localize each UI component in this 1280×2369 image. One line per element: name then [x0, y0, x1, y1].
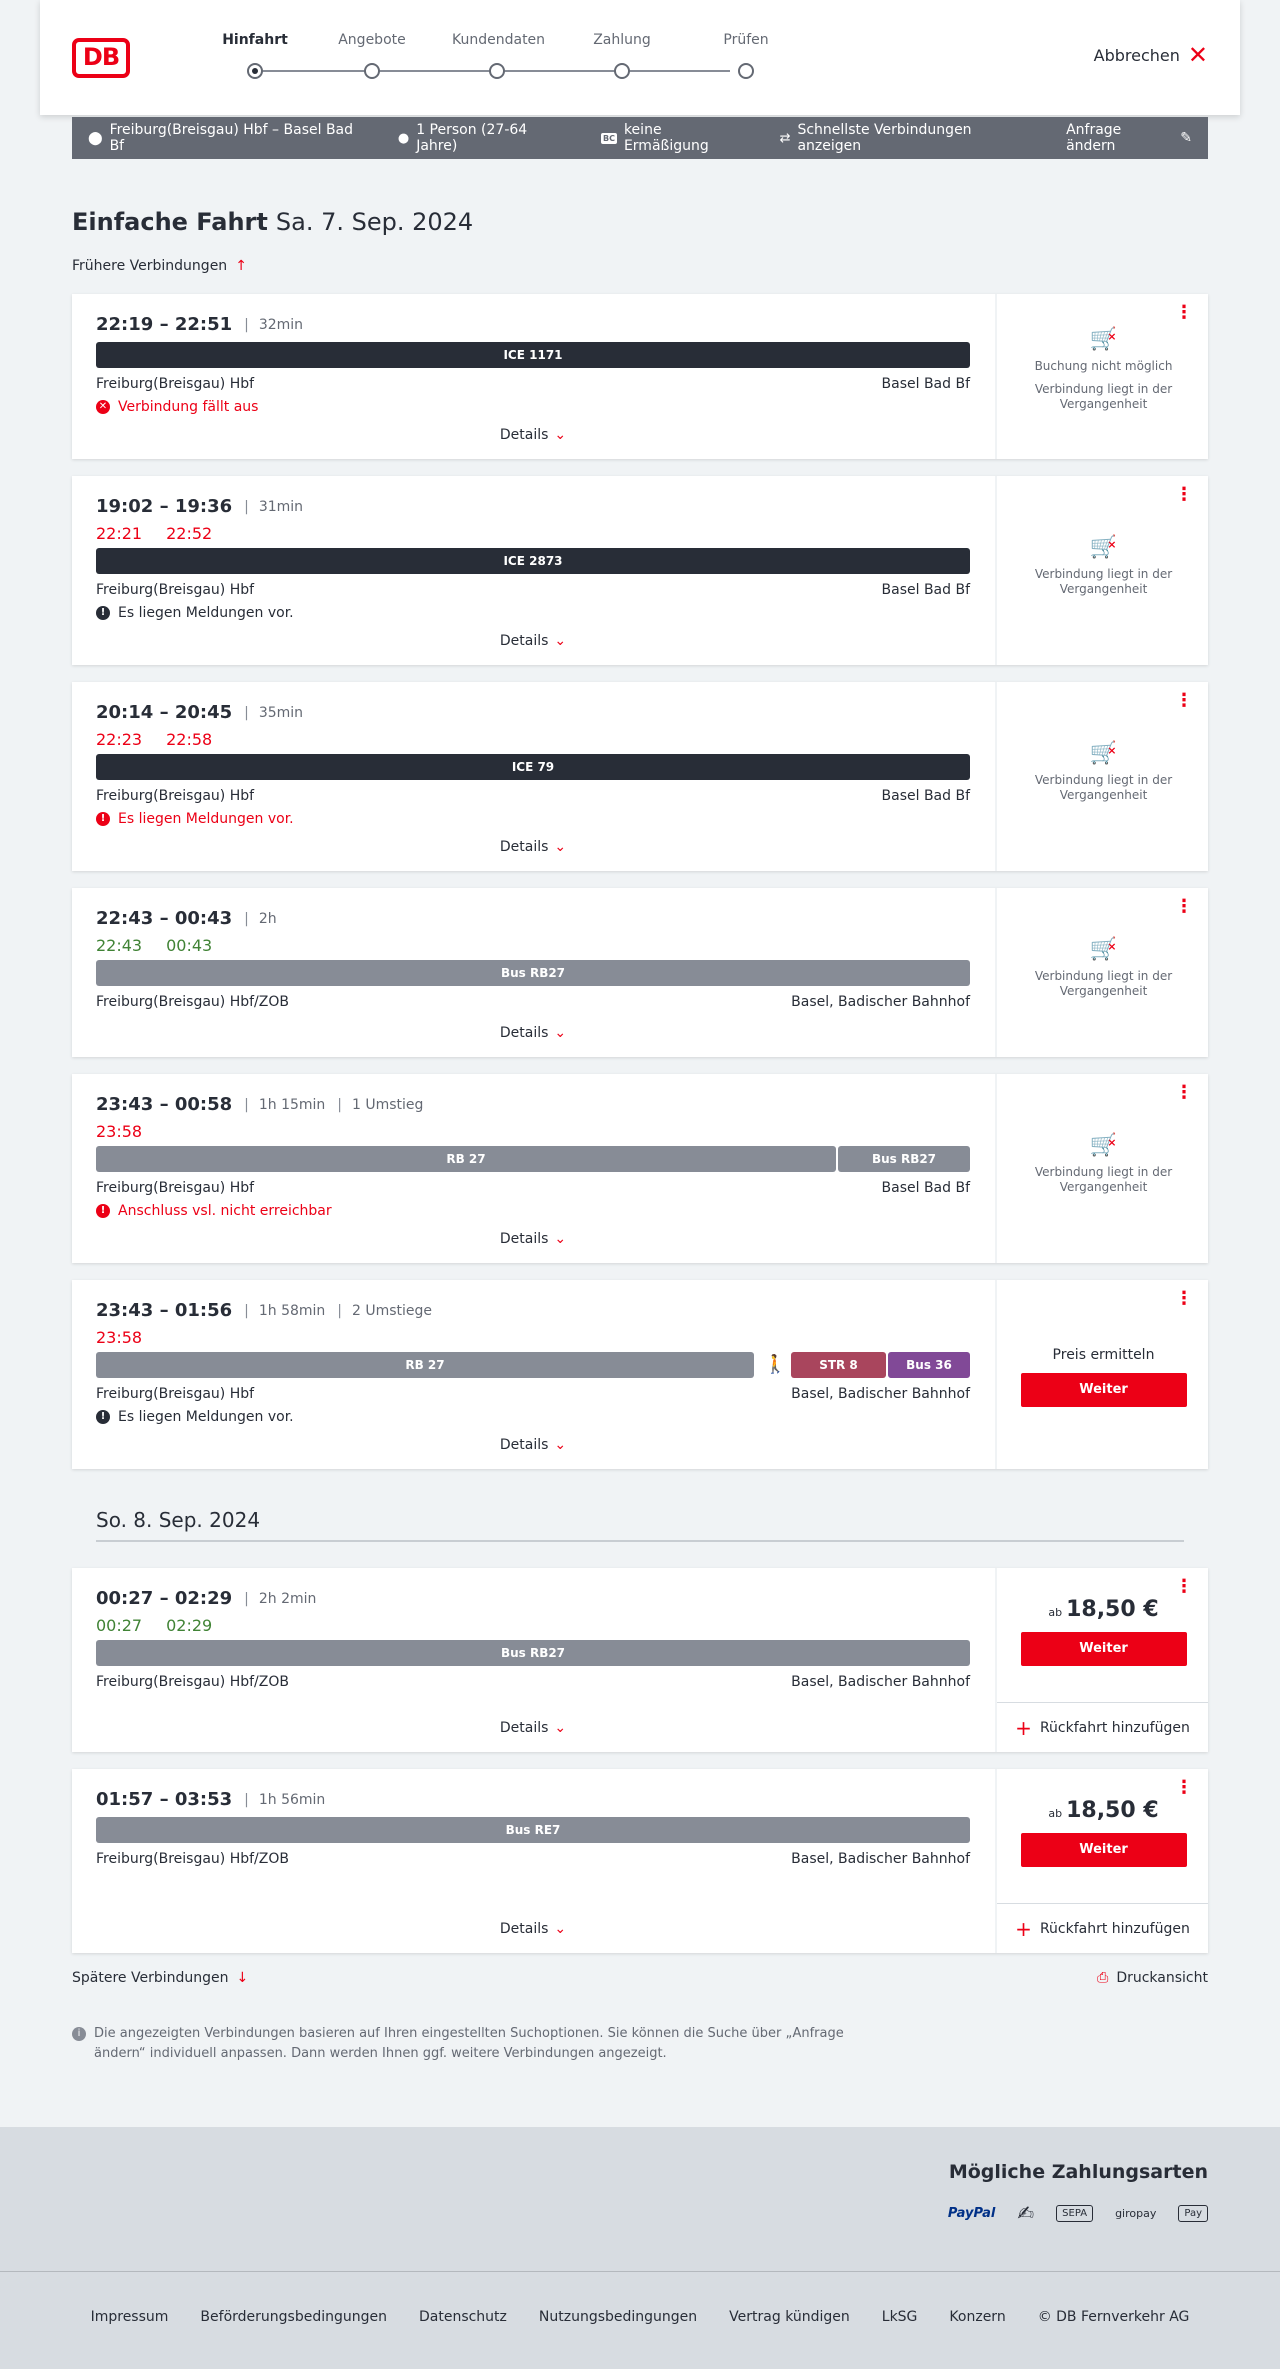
realtime-arrival: 22:58	[166, 730, 213, 749]
train-bars	[96, 548, 970, 574]
trip-type: Einfache Fahrt	[72, 208, 268, 236]
transfers: | 1 Umstieg	[337, 1097, 423, 1113]
details-label: Details	[499, 1720, 549, 1736]
step-dot	[614, 63, 630, 79]
booking-status	[997, 937, 1210, 999]
connection-side	[995, 1280, 1208, 1469]
connection-side	[995, 1769, 1208, 1953]
duration: | 1h 58min	[244, 1303, 325, 1319]
to-station: Basel, Badischer Bahnhof	[791, 994, 970, 1010]
realtime-times	[96, 1616, 212, 1635]
train-bar[interactable]: Bus RE7	[96, 1817, 970, 1843]
print-view-link[interactable]	[1097, 1970, 1208, 1986]
price-area	[997, 1798, 1210, 1867]
page-title	[72, 208, 473, 236]
connection-card	[72, 294, 1208, 459]
realtime-departure: 22:21	[96, 524, 143, 543]
connection-times	[96, 1789, 325, 1810]
booking-status	[997, 741, 1210, 803]
duration: | 2h	[244, 911, 277, 927]
chevron-down-icon: ⌄	[554, 839, 567, 855]
from-station: Freiburg(Breisgau) Hbf/ZOB	[96, 1851, 289, 1867]
details-toggle[interactable]	[96, 1437, 970, 1453]
kebab-menu-icon[interactable]: ⋮	[1175, 1777, 1192, 1798]
from-station: Freiburg(Breisgau) Hbf	[96, 1386, 255, 1402]
footer-copyright: © DB Fernverkehr AG	[1037, 2309, 1190, 2325]
train-bar[interactable]: Bus 36	[888, 1352, 970, 1378]
train-bars	[96, 754, 970, 780]
note-text: Die angezeigten Verbindungen basieren auf Ihren eingestellten Suchoptionen. Sie können die Suche über „Anfrage ändern“ individuell anpassen. Dann werden Ihnen ggf. weitere Verbindungen angezeigt.	[94, 2026, 844, 2061]
step-label: Prüfen	[723, 32, 769, 48]
sepa-logo: SEPA	[1056, 2205, 1093, 2222]
paypal-logo: PayPal	[947, 2205, 996, 2221]
connection-times	[96, 702, 303, 723]
train-bar[interactable]: STR 8	[791, 1352, 886, 1378]
duration: | 2h 2min	[244, 1591, 316, 1607]
passenger-text: 1 Person (27-64 Jahre)	[416, 122, 528, 154]
connection-side	[995, 682, 1208, 871]
walk-icon: 🚶	[764, 1354, 787, 1375]
cart-blocked-icon: 🛒 ×	[1089, 1138, 1119, 1153]
train-bar[interactable]: RB 27	[96, 1352, 754, 1378]
footer-link-befoerderungsbedingungen[interactable]: Beförderungsbedingungen	[200, 2309, 387, 2325]
price-value: 18,50 €	[1066, 1798, 1159, 1823]
cancel-label: Abbrechen	[1093, 45, 1180, 65]
details-toggle[interactable]	[96, 839, 970, 855]
swap-icon: ⇄	[779, 130, 791, 146]
train-bars	[96, 1817, 970, 1843]
print-label: Druckansicht	[1116, 1970, 1208, 1986]
edit-request-label: Anfrage ändern	[1066, 122, 1122, 154]
to-station: Basel, Badischer Bahnhof	[791, 1851, 970, 1867]
price-area	[997, 1348, 1210, 1407]
price-area	[997, 1597, 1210, 1666]
from-station: Freiburg(Breisgau) Hbf	[96, 1180, 255, 1196]
time-range: 23:43 – 00:58	[96, 1094, 233, 1115]
to-station: Basel, Badischer Bahnhof	[791, 1386, 970, 1402]
connection-side	[995, 1074, 1208, 1263]
price-prefix: ab	[1048, 1807, 1063, 1820]
from-station: Freiburg(Breisgau) Hbf	[96, 582, 255, 598]
price-label: Preis ermitteln	[1052, 1347, 1155, 1363]
details-label: Details	[499, 839, 549, 855]
chevron-down-icon: ⌄	[554, 1025, 567, 1041]
later-connections-link[interactable]	[72, 1970, 248, 1986]
step-angebote	[327, 32, 417, 79]
warning-icon: !	[96, 812, 110, 826]
discount-text: keine Ermäßigung	[623, 122, 709, 154]
plus-icon: +	[1015, 1715, 1032, 1740]
person-icon: ●	[397, 130, 410, 146]
details-label: Details	[499, 1025, 549, 1041]
connection-main	[96, 294, 970, 459]
footer-link-konzern[interactable]: Konzern	[949, 2309, 1006, 2325]
connection-card	[72, 1769, 1208, 1953]
price-prefix: ab	[1048, 1606, 1063, 1619]
connection-times	[96, 496, 303, 517]
train-bars	[96, 1352, 970, 1378]
continue-button[interactable]: Weiter	[1021, 1373, 1187, 1407]
details-label: Details	[499, 1231, 549, 1247]
step-label: Kundendaten	[452, 32, 546, 48]
chevron-down-icon: ⌄	[554, 633, 567, 649]
footer-link-nutzungsbedingungen[interactable]: Nutzungsbedingungen	[538, 2309, 698, 2325]
train-bar[interactable]: ICE 1171	[96, 342, 970, 368]
train-bars	[96, 1640, 970, 1666]
step-label: Hinfahrt	[222, 32, 288, 48]
plus-icon: +	[1015, 1916, 1032, 1941]
past-connection: Verbindung liegt in der Vergangenheit	[1034, 567, 1173, 596]
search-note	[72, 2024, 852, 2064]
connection-card	[72, 1074, 1208, 1263]
connection-card	[72, 1280, 1208, 1469]
add-return-label: Rückfahrt hinzufügen	[1039, 1920, 1190, 1937]
kebab-menu-icon[interactable]: ⋮	[1175, 1576, 1192, 1597]
apple-pay-logo: Pay	[1178, 2205, 1208, 2222]
fastest-summary[interactable]	[780, 122, 1035, 154]
message-text: Es liegen Meldungen vor.	[118, 811, 294, 827]
booking-status	[997, 1133, 1210, 1195]
step-zahlung	[577, 32, 667, 79]
kebab-menu-icon[interactable]: ⋮	[1175, 690, 1192, 711]
earlier-label: Frühere Verbindungen	[72, 258, 228, 274]
footer-link-vertrag-kuendigen[interactable]: Vertrag kündigen	[729, 2309, 850, 2325]
past-connection: Verbindung liegt in der Vergangenheit	[1034, 382, 1173, 411]
connection-card	[72, 1568, 1208, 1752]
train-bars	[96, 342, 970, 368]
kebab-menu-icon[interactable]: ⋮	[1175, 1082, 1192, 1103]
step-hinfahrt	[210, 32, 300, 79]
cart-blocked-icon: 🛒 ×	[1089, 746, 1119, 761]
connection-times	[96, 1300, 432, 1321]
continue-button[interactable]: Weiter	[1021, 1632, 1187, 1666]
route-summary[interactable]	[88, 122, 366, 154]
price	[997, 1798, 1210, 1823]
bahncard-icon: BC	[602, 133, 615, 143]
from-station: Freiburg(Breisgau) Hbf/ZOB	[96, 994, 289, 1010]
connection-main	[96, 1769, 970, 1953]
connection-card	[72, 476, 1208, 665]
connection-side	[995, 476, 1208, 665]
cart-blocked-icon: 🛒 ×	[1089, 332, 1119, 347]
chevron-down-icon: ⌄	[554, 1720, 567, 1736]
kebab-menu-icon[interactable]: ⋮	[1175, 484, 1192, 505]
message-text: Verbindung fällt aus	[118, 399, 259, 415]
details-toggle[interactable]	[96, 1720, 970, 1736]
passenger-summary[interactable]	[398, 122, 569, 154]
details-toggle[interactable]	[96, 633, 970, 649]
warning-icon: !	[96, 1204, 110, 1218]
time-range: 20:14 – 20:45	[96, 702, 233, 723]
route-text: Freiburg(Breisgau) Hbf – Basel Bad Bf	[109, 122, 354, 154]
direct-debit-icon: ✍	[1017, 2201, 1035, 2225]
connection-card	[72, 682, 1208, 871]
message-text: Anschluss vsl. nicht erreichbar	[118, 1203, 332, 1219]
kebab-menu-icon[interactable]: ⋮	[1175, 1288, 1192, 1309]
pencil-icon: ✎	[1180, 130, 1193, 146]
message-text: Es liegen Meldungen vor.	[118, 605, 294, 621]
db-logo[interactable]: DB	[72, 38, 130, 78]
details-toggle[interactable]	[96, 1025, 970, 1041]
realtime-departure: 22:23	[96, 730, 143, 749]
payment-methods	[0, 2127, 1280, 2271]
realtime-times	[96, 1328, 142, 1347]
giropay-logo: giropay	[1115, 2206, 1157, 2220]
train-bar[interactable]: ICE 79	[96, 754, 970, 780]
realtime-times	[96, 1122, 142, 1141]
cart-blocked-icon: 🛒 ×	[1089, 942, 1119, 957]
edit-request-button[interactable]	[1066, 122, 1192, 154]
train-bar[interactable]: Bus RB27	[838, 1146, 970, 1172]
info-icon: i	[72, 2027, 86, 2041]
past-connection: Verbindung liegt in der Vergangenheit	[1034, 773, 1173, 802]
warning-icon: !	[96, 1410, 110, 1424]
connection-side	[995, 294, 1208, 459]
later-label: Spätere Verbindungen	[72, 1970, 229, 1986]
train-bars	[96, 1146, 970, 1172]
add-return-label: Rückfahrt hinzufügen	[1039, 1719, 1190, 1736]
connection-card	[72, 888, 1208, 1057]
transfers: | 2 Umstiege	[337, 1303, 432, 1319]
cancellation-message	[96, 399, 258, 415]
details-toggle[interactable]	[96, 427, 970, 443]
add-return-button[interactable]	[997, 1903, 1208, 1953]
past-connection: Verbindung liegt in der Vergangenheit	[1034, 1165, 1173, 1194]
step-kundendaten	[452, 32, 546, 79]
footer-link-lksg[interactable]: LkSG	[881, 2309, 918, 2325]
realtime-departure: 23:58	[96, 1328, 143, 1347]
realtime-times	[96, 936, 212, 955]
time-range: 22:19 – 22:51	[96, 314, 233, 335]
details-label: Details	[499, 427, 549, 443]
connection-main	[96, 682, 970, 871]
connection-main	[96, 476, 970, 665]
footer	[0, 2271, 1280, 2369]
discount-summary[interactable]	[601, 122, 748, 154]
step-dot	[247, 63, 263, 79]
from-station: Freiburg(Breisgau) Hbf/ZOB	[96, 1674, 289, 1690]
train-bar[interactable]: Bus RB27	[96, 1640, 970, 1666]
connection-times	[96, 1094, 423, 1115]
details-toggle[interactable]	[96, 1231, 970, 1247]
message-text: Es liegen Meldungen vor.	[118, 1409, 294, 1425]
earlier-connections-link[interactable]	[72, 258, 247, 274]
connection-times	[96, 314, 303, 335]
from-station: Freiburg(Breisgau) Hbf	[96, 788, 255, 804]
step-dot	[364, 63, 380, 79]
booking-status	[997, 535, 1210, 597]
fastest-text: Schnellste Verbindungen anzeigen	[797, 122, 972, 154]
realtime-arrival: 00:43	[166, 936, 213, 955]
price	[997, 1597, 1210, 1622]
to-station: Basel Bad Bf	[881, 788, 970, 804]
step-dot	[489, 63, 505, 79]
realtime-times	[96, 524, 212, 543]
details-label: Details	[499, 633, 549, 649]
payment-title: Mögliche Zahlungsarten	[948, 2161, 1208, 2183]
connection-times	[96, 1588, 316, 1609]
realtime-arrival: 02:29	[166, 1616, 213, 1635]
chevron-down-icon: ⌄	[554, 1437, 567, 1453]
past-connection: Verbindung liegt in der Vergangenheit	[1034, 969, 1173, 998]
realtime-arrival: 22:52	[166, 524, 213, 543]
duration: | 35min	[244, 705, 303, 721]
step-label: Angebote	[338, 32, 406, 48]
connection-main	[96, 1568, 970, 1752]
connection-side	[995, 888, 1208, 1057]
train-bar[interactable]: RB 27	[96, 1146, 836, 1172]
connection-times	[96, 908, 277, 929]
time-range: 19:02 – 19:36	[96, 496, 233, 517]
close-icon: ✕	[1187, 41, 1208, 69]
connection-main	[96, 888, 970, 1057]
booking-stepper	[210, 32, 770, 82]
header	[40, 0, 1240, 115]
error-icon: ✕	[96, 400, 110, 414]
connection-side	[995, 1568, 1208, 1752]
step-label: Zahlung	[593, 32, 651, 48]
realtime-departure: 23:58	[96, 1122, 143, 1141]
train-bars	[96, 960, 970, 986]
time-range: 00:27 – 02:29	[96, 1588, 233, 1609]
details-label: Details	[499, 1437, 549, 1453]
arrow-down-icon: ↓	[236, 1970, 249, 1986]
info-message	[96, 811, 294, 827]
realtime-departure: 00:27	[96, 1616, 143, 1635]
train-bar[interactable]: Bus RB27	[96, 960, 970, 986]
duration: | 31min	[244, 499, 303, 515]
footer-nav	[0, 2309, 1280, 2325]
duration: | 1h 15min	[244, 1097, 325, 1113]
arrow-up-icon: ↑	[235, 258, 247, 274]
step-dot	[738, 63, 754, 79]
chevron-down-icon: ⌄	[554, 1231, 567, 1247]
details-toggle[interactable]	[96, 1921, 970, 1937]
time-range: 22:43 – 00:43	[96, 908, 233, 929]
payment-logos	[948, 2201, 1208, 2225]
chevron-down-icon: ⌄	[554, 427, 567, 443]
realtime-departure: 22:43	[96, 936, 143, 955]
to-station: Basel Bad Bf	[881, 376, 970, 392]
connection-warning	[96, 1203, 332, 1219]
search-summary-bar	[72, 117, 1208, 159]
footer-link-impressum[interactable]: Impressum	[90, 2309, 169, 2325]
step-pruefen	[701, 32, 791, 79]
details-label: Details	[499, 1921, 549, 1937]
booking-status	[997, 327, 1210, 412]
continue-button[interactable]: Weiter	[1021, 1833, 1187, 1867]
trip-date: Sa. 7. Sep. 2024	[275, 208, 474, 236]
price-value: 18,50 €	[1066, 1597, 1159, 1622]
kebab-menu-icon[interactable]: ⋮	[1175, 302, 1192, 323]
connection-main	[96, 1074, 970, 1263]
to-station: Basel, Badischer Bahnhof	[791, 1674, 970, 1690]
cart-blocked-icon: 🛒 ×	[1089, 540, 1119, 555]
time-range: 23:43 – 01:56	[96, 1300, 233, 1321]
booking-unavailable: Buchung nicht möglich	[1034, 359, 1173, 373]
train-bar[interactable]: ICE 2873	[96, 548, 970, 574]
from-station: Freiburg(Breisgau) Hbf	[96, 376, 255, 392]
cancel-button[interactable]	[1093, 41, 1208, 69]
connection-main	[96, 1280, 970, 1469]
info-message	[96, 1409, 294, 1425]
chevron-down-icon: ⌄	[554, 1921, 567, 1937]
kebab-menu-icon[interactable]: ⋮	[1175, 896, 1192, 917]
duration: | 32min	[244, 317, 303, 333]
realtime-times	[96, 730, 212, 749]
footer-link-datenschutz[interactable]: Datenschutz	[418, 2309, 507, 2325]
location-pin-icon: ⬤	[88, 130, 103, 146]
to-station: Basel Bad Bf	[881, 582, 970, 598]
printer-icon: ⎙	[1097, 1970, 1109, 1986]
day-separator: So. 8. Sep. 2024	[96, 1508, 1184, 1542]
to-station: Basel Bad Bf	[881, 1180, 970, 1196]
add-return-button[interactable]	[997, 1702, 1208, 1752]
time-range: 01:57 – 03:53	[96, 1789, 233, 1810]
info-message	[96, 605, 294, 621]
warning-icon: !	[96, 606, 110, 620]
duration: | 1h 56min	[244, 1792, 325, 1808]
